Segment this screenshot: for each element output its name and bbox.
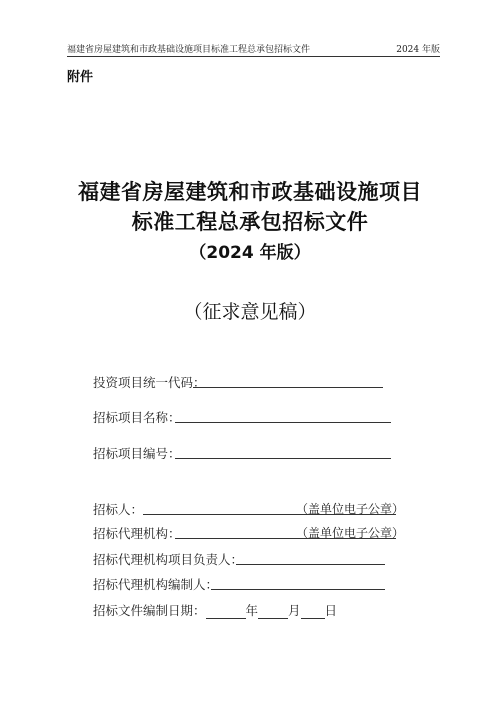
- day-unit: 日: [324, 603, 338, 618]
- field-agency-editor: [93, 575, 218, 593]
- field-label: 投资项目统一代码：: [93, 375, 206, 390]
- blank-line: [236, 550, 385, 565]
- field-label: 招标代理机构：: [93, 526, 181, 541]
- title-line-2: 标准工程总承包招标文件: [131, 210, 369, 234]
- field-label: 招标文件编制日期：: [93, 603, 206, 618]
- field-label: 招标人：: [93, 502, 144, 517]
- field-project-name: [93, 408, 181, 426]
- header-document-title: 福建省房屋建筑和市政基础设施项目标准工程总承包招标文件: [67, 45, 311, 55]
- field-compile-date: [93, 601, 337, 619]
- year-blank: [206, 604, 246, 619]
- field-agency: [93, 524, 405, 542]
- field-label: 招标代理机构项目负责人：: [93, 552, 244, 567]
- month-unit: 月: [288, 603, 301, 618]
- seal-note: （盖单位电子公章）: [296, 526, 405, 540]
- blank-line: [193, 373, 383, 388]
- field-label: 招标代理机构编制人：: [93, 577, 219, 592]
- page-header: [67, 40, 440, 57]
- field-label: 招标项目名称：: [93, 410, 181, 425]
- field-agency-pm: [93, 550, 243, 568]
- attachment-label: 附件: [67, 70, 94, 85]
- field-tenderer: [93, 500, 405, 518]
- year-unit: 年: [245, 603, 259, 618]
- title-line-1: 福建省房屋建筑和市政基础设施项目: [78, 180, 422, 204]
- month-blank: [258, 604, 288, 619]
- title-edition: （2024 年版）: [189, 243, 311, 263]
- seal-note: （盖单位电子公章）: [296, 502, 405, 516]
- field-project-number: [93, 444, 181, 462]
- blank-line: [175, 408, 391, 423]
- header-edition: 2024 年版: [396, 45, 440, 55]
- blank-line: [175, 444, 391, 459]
- blank-line: [211, 575, 385, 590]
- title-draft: （征求意见稿）: [183, 301, 317, 323]
- field-investment-code: [93, 373, 206, 391]
- field-label: 招标项目编号：: [93, 446, 181, 461]
- day-blank: [301, 604, 325, 619]
